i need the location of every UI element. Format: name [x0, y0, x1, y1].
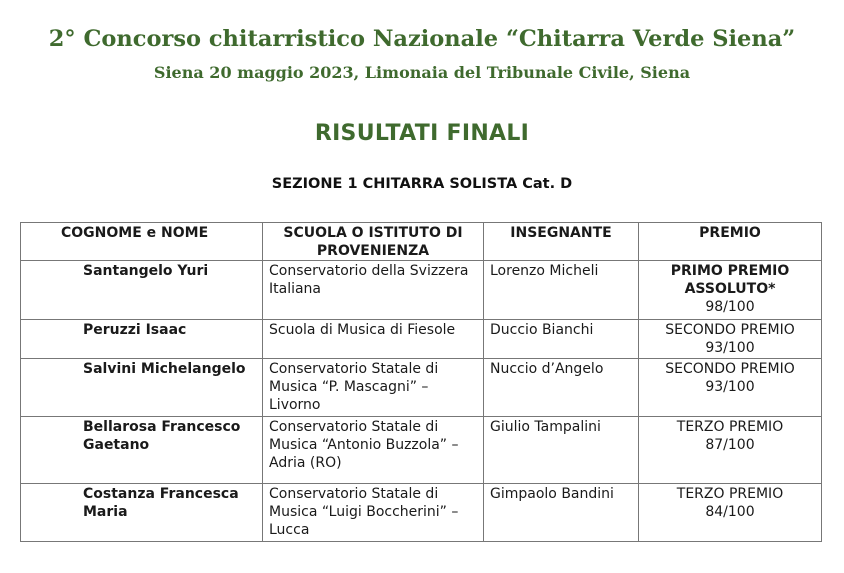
prize-label: TERZO PREMIO — [676, 419, 784, 435]
participant-name: Bellarosa Francesco Gaetano — [21, 417, 263, 484]
column-header-teacher: INSEGNANTE — [484, 223, 639, 261]
prize-label: PRIMO PREMIO ASSOLUTO* — [670, 263, 790, 297]
prize-score: 84/100 — [705, 504, 755, 520]
participant-teacher: Nuccio d’Angelo — [484, 359, 639, 417]
participant-school: Conservatorio Statale di Musica “Luigi Boccherini” – Lucca — [263, 484, 484, 542]
prize-score: 87/100 — [705, 437, 755, 453]
prize-label: SECONDO PREMIO — [665, 322, 795, 338]
participant-prize — [639, 417, 822, 484]
participant-prize — [639, 359, 822, 417]
results-table — [20, 222, 822, 542]
column-header-prize: PREMIO — [639, 223, 822, 261]
participant-school: Conservatorio Statale di Musica “Antonio Buzzola” – Adria (RO) — [263, 417, 484, 484]
participant-school: Conservatorio Statale di Musica “P. Mascagni” – Livorno — [263, 359, 484, 417]
prize-label: SECONDO PREMIO — [665, 361, 795, 377]
results-heading: RISULTATI FINALI — [314, 121, 530, 146]
table-row — [21, 261, 822, 320]
participant-teacher: Gimpaolo Bandini — [484, 484, 639, 542]
participant-prize — [639, 484, 822, 542]
participant-prize — [639, 261, 822, 320]
prize-score: 93/100 — [705, 379, 755, 395]
document-subtitle: Siena 20 maggio 2023, Limonaia del Tribunale Civile, Siena — [153, 63, 691, 82]
participant-teacher: Duccio Bianchi — [484, 320, 639, 359]
table-row — [21, 320, 822, 359]
participant-prize — [639, 320, 822, 359]
table-row — [21, 417, 822, 484]
column-header-school: SCUOLA O ISTITUTO DI PROVENIENZA — [263, 223, 484, 261]
document-title: 2° Concorso chitarristico Nazionale “Chitarra Verde Siena” — [48, 26, 796, 52]
participant-name: Salvini Michelangelo — [21, 359, 263, 417]
table-row — [21, 359, 822, 417]
prize-score: 98/100 — [705, 299, 755, 315]
column-header-name: COGNOME e NOME — [21, 223, 263, 261]
prize-label: TERZO PREMIO — [676, 486, 784, 502]
participant-name: Peruzzi Isaac — [21, 320, 263, 359]
participant-school: Conservatorio della Svizzera Italiana — [263, 261, 484, 320]
participant-name: Costanza Francesca Maria — [21, 484, 263, 542]
participant-teacher: Lorenzo Micheli — [484, 261, 639, 320]
table-header-row — [21, 223, 822, 261]
participant-name: Santangelo Yuri — [21, 261, 263, 320]
prize-score: 93/100 — [705, 340, 755, 356]
participant-teacher: Giulio Tampalini — [484, 417, 639, 484]
table-row — [21, 484, 822, 542]
participant-school: Scuola di Musica di Fiesole — [263, 320, 484, 359]
section-heading: SEZIONE 1 CHITARRA SOLISTA Cat. D — [271, 176, 573, 192]
